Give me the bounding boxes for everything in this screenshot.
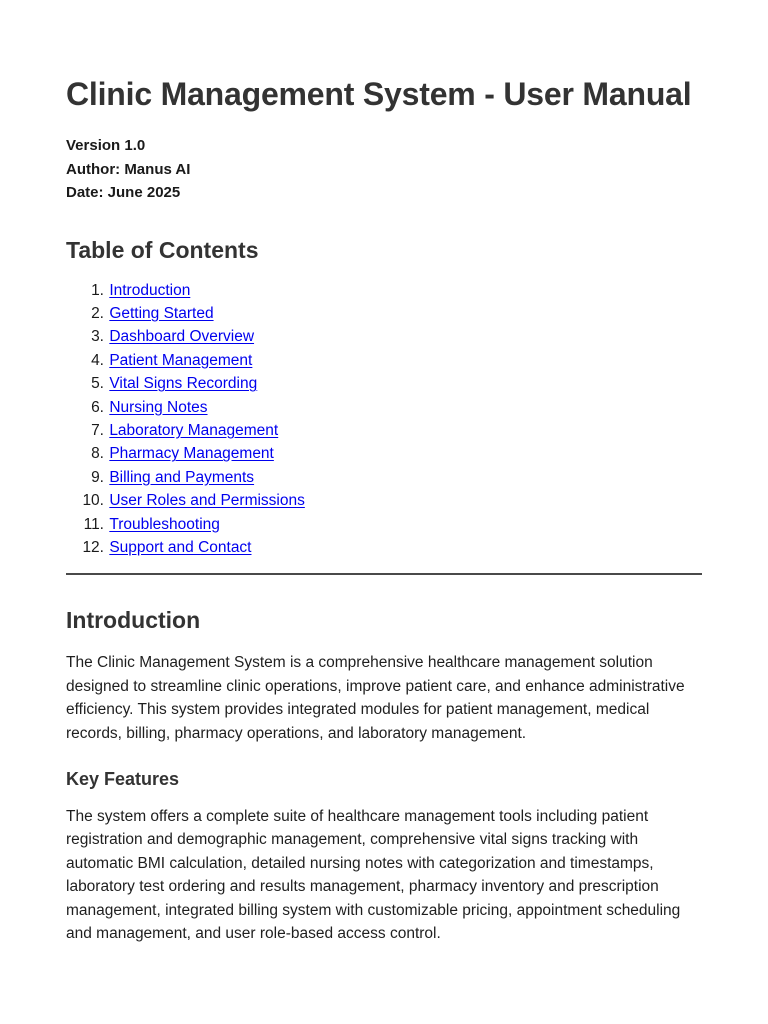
toc-number: 3. [91,328,104,346]
document-title: Clinic Management System - User Manual [66,76,692,112]
toc-number: 11. [83,515,104,533]
toc-link-getting-started[interactable]: Getting Started [109,304,214,322]
toc-number: 10. [82,492,104,510]
toc-link-dashboard-overview[interactable]: Dashboard Overview [109,328,255,346]
toc-number: 8. [91,445,104,463]
toc-item [66,372,702,395]
toc-link-nursing-notes[interactable]: Nursing Notes [109,398,208,416]
toc-item [66,489,702,512]
author-label: Author: Manus AI [66,160,191,178]
toc-link-pharmacy-management[interactable]: Pharmacy Management [109,445,274,463]
toc-link-user-roles-and-permissions[interactable]: User Roles and Permissions [109,492,305,510]
toc-link-support-and-contact[interactable]: Support and Contact [109,538,252,556]
toc-number: 5. [91,375,104,393]
key-features-paragraph: The system offers a complete suite of healthcare management tools including patient registration and demographic management, comprehensive vital signs tracking with automatic BMI calculation, detailed nursing notes with categorization and timestamps, laboratory test ordering and results management, pharmacy inventory and prescription management, integrated billing system with customizable pricing, appointment scheduling and management, and user role-based access control. [66,808,681,943]
toc-item [66,396,702,419]
toc-list [66,279,702,560]
toc-item [66,536,702,559]
toc-link-patient-management[interactable]: Patient Management [109,351,253,369]
date-label: Date: June 2025 [66,184,181,201]
key-features-heading: Key Features [66,769,180,789]
toc-link-introduction[interactable]: Introduction [109,281,191,299]
toc-item [66,302,702,325]
toc-number: 7. [91,421,104,439]
toc-link-laboratory-management[interactable]: Laboratory Management [109,421,279,439]
toc-number: 2. [91,304,104,322]
toc-item [66,419,702,442]
toc-item [66,466,702,489]
introduction-paragraph: The Clinic Management System is a comprehensive healthcare management solution designed to streamline clinic operations, improve patient care, and enhance administrative efficiency. This system provides integrated modules for patient management, medical records, billing, pharmacy operations, and laboratory management. [66,654,685,742]
toc-number: 6. [91,398,104,416]
toc-link-billing-and-payments[interactable]: Billing and Payments [109,468,255,486]
toc-item [66,513,702,536]
toc-number: 9. [91,468,104,486]
toc-number: 4. [91,351,104,369]
toc-heading: Table of Contents [66,236,259,263]
toc-link-troubleshooting[interactable]: Troubleshooting [109,515,220,533]
section-divider [66,573,702,575]
toc-number: 12. [82,538,104,556]
toc-item [66,325,702,348]
introduction-heading: Introduction [66,607,201,634]
toc-item [66,279,702,302]
toc-number: 1. [91,281,104,299]
toc-item [66,442,702,465]
version-label: Version 1.0 [66,137,146,154]
toc-item [66,349,702,372]
toc-link-vital-signs-recording[interactable]: Vital Signs Recording [109,375,258,393]
document-meta [66,134,702,205]
